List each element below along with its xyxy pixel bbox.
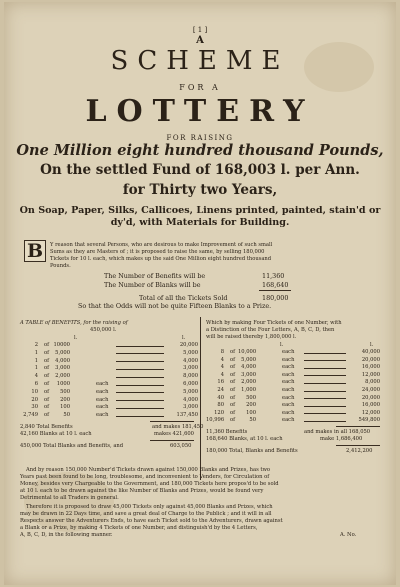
table-cell-n: 1 bbox=[34, 349, 38, 356]
goods-line-1: On Soap, Paper, Silks, Callicoes, Linens printed, painted, stain'd or bbox=[19, 205, 381, 216]
table-cell-amt: 500 bbox=[60, 388, 70, 395]
row-dash bbox=[116, 377, 164, 378]
title-for-a: FOR A bbox=[179, 83, 221, 92]
table-cell-of: of bbox=[44, 365, 50, 372]
table-cell-of: of bbox=[44, 388, 50, 395]
benefits-label: The Number of Benefits will be bbox=[104, 272, 206, 280]
body-line: Therefore it is proposed to draw 45,000 Tickets only against 45,000 Blanks and Prizes, which bbox=[26, 504, 273, 510]
row-dash bbox=[116, 392, 164, 393]
table-cell-of: of bbox=[230, 349, 236, 355]
intro-line: Sums as they are Masters of ; it is proposed to raise the same, by selling 180,000 bbox=[50, 249, 265, 255]
body-line: Respects answer the Adventurers Ends, to have each Ticket sold to the Adventurers, drawn against bbox=[20, 518, 283, 524]
right-sum-blanks-value: make 1,686,400 bbox=[320, 436, 363, 442]
left-table-subtitle: 450,000 l. bbox=[90, 327, 117, 333]
title-lottery: LOTTERY bbox=[85, 94, 315, 129]
row-dash bbox=[116, 408, 164, 409]
right-sum-benefits: 11,360 Benefits bbox=[206, 429, 248, 435]
table-cell-each: each bbox=[282, 402, 295, 409]
table-cell-total: 5,000 bbox=[183, 388, 198, 395]
left-grand-total: 450,000 Total Blanks and Benefits, and bbox=[20, 443, 124, 449]
table-cell-of: of bbox=[230, 402, 236, 409]
sum-rule bbox=[336, 426, 380, 427]
right-sum-benefits-value: and makes in all 168,050 bbox=[304, 429, 371, 435]
table-cell-amt: 500 bbox=[246, 394, 256, 401]
table-cell-amt: 100 bbox=[246, 409, 256, 416]
table-cell-of: of bbox=[44, 404, 50, 411]
subtitle-for-raising: FOR RAISING bbox=[166, 134, 234, 142]
table-cell-n: 40 bbox=[217, 394, 224, 401]
right-grand-total: 180,000 Total, Blanks and Benefits bbox=[206, 448, 298, 454]
row-dash bbox=[116, 346, 164, 347]
table-cell-total: 137,450 bbox=[176, 412, 198, 419]
title-scheme: SCHEME bbox=[110, 46, 290, 76]
table-cell-total: 24,000 bbox=[361, 387, 380, 393]
right-grand-total-value: 2,412,200 bbox=[346, 448, 373, 454]
table-cell-amt: 200 bbox=[60, 396, 70, 403]
table-cell-amt: 50 bbox=[249, 417, 256, 424]
left-sum-benefits-value: and makes 181,450 bbox=[152, 424, 204, 430]
odds-statement: So that the Odds will not be quite Fifteen Blanks to a Prize. bbox=[78, 302, 272, 310]
table-cell-amt: 5,000 bbox=[241, 356, 256, 363]
subtitle-years: for Thirty two Years, bbox=[122, 182, 278, 198]
table-cell-of: of bbox=[44, 342, 50, 348]
table-cell-amt: 1,000 bbox=[241, 387, 256, 393]
row-dash bbox=[304, 398, 346, 399]
table-cell-n: 2,749 bbox=[23, 412, 38, 419]
table-cell-total: 4,000 bbox=[183, 396, 198, 403]
table-cell-of: of bbox=[44, 412, 50, 419]
intro-line: Tickets for 10 l. each, which makes up the said One Million eight hundred thousand bbox=[50, 256, 272, 262]
table-cell-amt: 3,000 bbox=[55, 365, 70, 372]
row-dash bbox=[304, 421, 346, 422]
table-cell-of: of bbox=[44, 373, 50, 380]
table-cell-total: 3,000 bbox=[183, 404, 198, 411]
table-cell-n: 1 bbox=[34, 357, 38, 364]
row-dash bbox=[304, 368, 346, 369]
body-line: Detrimental to all Traders in general. bbox=[20, 495, 119, 501]
table-cell-each: each bbox=[282, 379, 295, 386]
page-number: [ 1 ] bbox=[192, 26, 208, 34]
subtitle-amount: One Million eight hundred thousand Pounds, bbox=[16, 142, 384, 159]
body-line: Years past been found to be long, troublesome, and inconvenient to Venders, for Circulation of bbox=[20, 474, 270, 480]
table-cell-of: of bbox=[44, 396, 50, 403]
sum-rule bbox=[150, 421, 194, 422]
table-cell-total: 20,000 bbox=[179, 342, 198, 348]
table-cell-n: 4 bbox=[220, 356, 224, 363]
table-cell-each: each bbox=[282, 356, 295, 363]
benefits-value: 11,360 bbox=[262, 272, 285, 280]
table-cell-of: of bbox=[230, 394, 236, 401]
intro-line: Y reason that several Persons, who are desirous to make Improvement of such small bbox=[50, 242, 273, 248]
body-line: Money, besides very Chargeable to the Government, and 180,000 Tickets here propos'd to be sold bbox=[20, 481, 279, 487]
sum-rule bbox=[336, 445, 380, 446]
row-dash bbox=[304, 383, 346, 384]
table-cell-of: of bbox=[230, 371, 236, 378]
table-cell-of: of bbox=[230, 387, 236, 393]
left-table-title: A TABLE of BENEFITS, for the raising of bbox=[20, 320, 128, 326]
goods-line-2: dy'd, with Materials for Building. bbox=[110, 217, 290, 228]
table-cell-n: 10,996 bbox=[206, 417, 225, 424]
table-cell-n: 30 bbox=[31, 404, 38, 411]
table-cell-amt: 100 bbox=[60, 404, 70, 411]
table-cell-amt: 2,000 bbox=[241, 379, 256, 386]
table-cell-n: 4 bbox=[34, 373, 38, 380]
table-cell-each: each bbox=[282, 387, 295, 393]
table-cell-each: each bbox=[96, 404, 109, 411]
row-dash bbox=[116, 369, 164, 370]
table-cell-n: 120 bbox=[214, 409, 224, 416]
table-cell-total: 5,000 bbox=[183, 349, 198, 356]
table-cell-amt: 2,000 bbox=[55, 373, 70, 380]
right-col-unit: l. bbox=[370, 342, 374, 348]
table-cell-of: of bbox=[230, 364, 236, 371]
table-cell-each: each bbox=[282, 409, 295, 416]
body-line: at 10 l. each to be drawn against the like Number of Blanks and Prizes, would be found very bbox=[20, 488, 264, 494]
table-cell-n: 10 bbox=[31, 388, 38, 395]
table-cell-total: 4,000 bbox=[183, 357, 198, 364]
table-cell-each: each bbox=[96, 396, 109, 403]
table-cell-amt: 10,000 bbox=[238, 349, 257, 355]
row-dash bbox=[304, 391, 346, 392]
table-cell-of: of bbox=[230, 356, 236, 363]
table-cell-each: each bbox=[282, 417, 295, 424]
drop-cap-initial: B bbox=[24, 240, 46, 262]
table-cell-each: each bbox=[282, 394, 295, 401]
catchword: A. No. bbox=[340, 532, 357, 538]
table-cell-total: 6,000 bbox=[183, 381, 198, 387]
table-cell-n: 20 bbox=[31, 396, 38, 403]
row-dash bbox=[116, 361, 164, 362]
table-cell-total: 20,000 bbox=[361, 394, 380, 401]
table-cell-each: each bbox=[96, 412, 109, 419]
right-col-unit: l. bbox=[280, 342, 284, 348]
table-cell-each: each bbox=[282, 349, 295, 355]
table-cell-n: 4 bbox=[220, 364, 224, 371]
table-cell-amt: 5,000 bbox=[55, 349, 70, 356]
right-sum-blanks: 168,640 Blanks, at 10 l. each bbox=[206, 436, 283, 442]
right-table-desc: will be raised thereby 1,800,000 l. bbox=[206, 334, 297, 340]
table-cell-total: 3,000 bbox=[183, 365, 198, 372]
sum-rule bbox=[150, 440, 194, 441]
table-cell-n: 4 bbox=[220, 371, 224, 378]
table-cell-of: of bbox=[44, 381, 50, 387]
table-cell-each: each bbox=[96, 388, 109, 395]
table-cell-amt: 4,000 bbox=[55, 357, 70, 364]
left-sum-blanks-value: makes 421,600 bbox=[154, 431, 194, 437]
row-dash bbox=[116, 400, 164, 401]
table-cell-each: each bbox=[282, 364, 295, 371]
subtitle-fund: On the settled Fund of 168,003 l. per Ann. bbox=[40, 162, 360, 178]
table-cell-total: 12,000 bbox=[361, 409, 380, 416]
table-cell-n: 80 bbox=[217, 402, 224, 409]
tickets-total-label: Total of all the Tickets Sold bbox=[139, 294, 228, 302]
table-cell-of: of bbox=[44, 349, 50, 356]
left-sum-blanks: 42,160 Blanks at 10 l. each bbox=[20, 431, 92, 437]
left-grand-total-value: 603,050 bbox=[170, 443, 192, 449]
row-dash bbox=[304, 360, 346, 361]
row-dash bbox=[304, 353, 346, 354]
table-cell-total: 16,000 bbox=[361, 364, 380, 371]
blanks-value: 168,640 bbox=[262, 281, 289, 289]
left-col-unit: l. bbox=[74, 335, 78, 341]
table-cell-amt: 3,000 bbox=[241, 371, 256, 378]
left-sum-benefits: 2,840 Total Benefits bbox=[20, 424, 73, 430]
table-cell-of: of bbox=[44, 357, 50, 364]
table-cell-n: 2 bbox=[34, 342, 38, 348]
article-a: A bbox=[196, 35, 204, 46]
row-dash bbox=[304, 413, 346, 414]
table-cell-total: 16,000 bbox=[361, 402, 380, 409]
left-col-unit: l. bbox=[182, 335, 186, 341]
table-cell-amt: 50 bbox=[63, 412, 70, 419]
table-cell-n: 6 bbox=[34, 381, 38, 387]
intro-line: Pounds. bbox=[50, 263, 71, 269]
row-dash bbox=[116, 416, 164, 417]
column-divider bbox=[200, 317, 201, 480]
table-cell-total: 8,000 bbox=[365, 379, 380, 386]
body-last-line: A, B, C, D, in the following manner. bbox=[20, 532, 113, 538]
row-dash bbox=[116, 385, 164, 386]
table-cell-each: each bbox=[282, 371, 295, 378]
body-line: may be drawn in 22 Days time, and save a great deal of Charge to the Publick ; and it will in all bbox=[20, 511, 272, 517]
table-cell-of: of bbox=[230, 409, 236, 416]
table-cell-total: 8,000 bbox=[183, 373, 198, 380]
table-cell-n: 1 bbox=[34, 365, 38, 372]
row-dash bbox=[304, 375, 346, 376]
table-cell-amt: 10000 bbox=[53, 342, 70, 348]
right-table-desc: Which by making Four Tickets of one Number, with bbox=[206, 320, 342, 326]
body-line: a Blank or a Prize, by making 4 Tickets of one Number, and distinguish'd by the 4 Letters, bbox=[20, 525, 258, 531]
table-cell-total: 20,000 bbox=[361, 356, 380, 363]
table-cell-total: 549,800 bbox=[358, 417, 380, 424]
table-cell-each: each bbox=[96, 381, 109, 387]
table-cell-of: of bbox=[230, 379, 236, 386]
blanks-label: The Number of Blanks will be bbox=[104, 281, 201, 289]
row-dash bbox=[304, 406, 346, 407]
right-table-desc: a Distinction of the Four Letters, A, B, C, D, then bbox=[206, 327, 335, 333]
table-cell-amt: 200 bbox=[246, 402, 256, 409]
table-cell-total: 40,000 bbox=[361, 349, 380, 355]
table-cell-total: 12,000 bbox=[361, 371, 380, 378]
sum-rule bbox=[259, 290, 291, 291]
table-cell-amt: 1000 bbox=[56, 381, 70, 387]
table-cell-n: 16 bbox=[217, 379, 224, 386]
table-cell-n: 24 bbox=[217, 387, 224, 393]
table-cell-amt: 4,000 bbox=[241, 364, 256, 371]
tickets-total-value: 180,000 bbox=[262, 294, 289, 302]
document-sheet bbox=[4, 2, 396, 585]
body-line: And by reason 150,000 Number'd Tickets drawn against 150,000 Blanks and Prizes, has two bbox=[26, 467, 271, 473]
row-dash bbox=[116, 353, 164, 354]
table-cell-n: 8 bbox=[220, 349, 224, 355]
table-cell-of: of bbox=[230, 417, 236, 424]
